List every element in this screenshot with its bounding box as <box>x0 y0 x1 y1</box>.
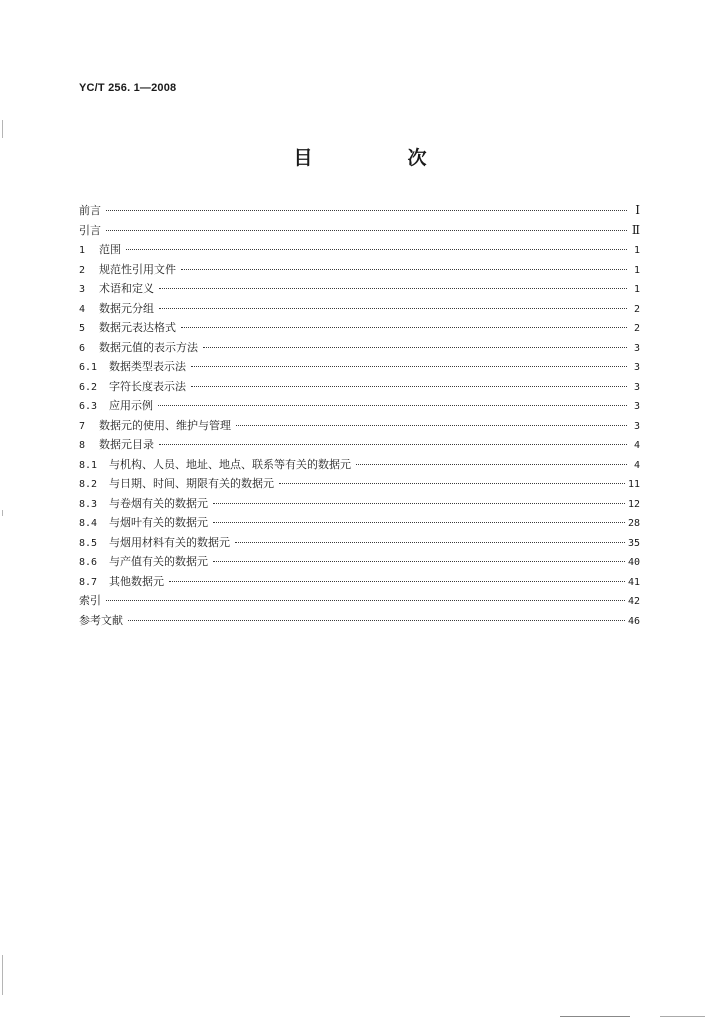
toc-entry-label: 数据元值的表示方法 <box>99 340 198 354</box>
toc-entry[interactable] <box>79 318 640 338</box>
toc-entry-page: 3 <box>633 381 640 393</box>
toc-entry-page: 1 <box>633 284 640 295</box>
toc-entry-page: 11 <box>627 479 640 490</box>
toc-entry[interactable] <box>79 260 640 280</box>
toc-leader-dots <box>191 386 627 387</box>
toc-entry-number: 6.1 <box>79 362 98 373</box>
toc-leader-dots <box>203 347 627 348</box>
toc-entry-page: 4 <box>633 440 640 451</box>
toc-leader-dots <box>106 600 625 601</box>
toc-leader-dots <box>236 425 627 426</box>
toc-entry-label: 引言 <box>79 223 101 237</box>
toc-entry-page: 1 <box>633 245 640 256</box>
toc-entry-page: 2 <box>633 323 640 334</box>
toc-leader-dots <box>213 503 625 504</box>
scan-mark <box>2 955 3 995</box>
toc-entry-page: 12 <box>627 498 640 510</box>
toc-entry-label: 字符长度表示法 <box>109 379 186 393</box>
toc-entry[interactable] <box>79 396 640 416</box>
toc-entry[interactable] <box>79 552 640 572</box>
toc-entry-label: 与烟叶有关的数据元 <box>109 516 208 529</box>
toc-entry-label: 数据元目录 <box>99 438 154 451</box>
toc-entry-page: 3 <box>633 362 640 373</box>
toc-entry[interactable] <box>79 572 640 592</box>
toc-entry-number: 7 <box>79 420 86 432</box>
toc-entry[interactable] <box>79 533 640 553</box>
toc-entry-page: 46 <box>627 615 640 627</box>
toc-entry-label: 与卷烟有关的数据元 <box>109 496 208 510</box>
toc-entry-number: 8.2 <box>79 479 98 490</box>
toc-entry-page: 2 <box>633 303 640 315</box>
toc-leader-dots <box>356 464 627 465</box>
toc-leader-dots <box>279 483 625 484</box>
toc-entry-number: 6.2 <box>79 381 98 393</box>
toc-entry-label: 规范性引用文件 <box>99 262 176 276</box>
toc-entry-number: 2 <box>79 264 86 276</box>
toc-leader-dots <box>213 561 625 562</box>
toc-leader-dots <box>159 308 627 309</box>
toc-entry[interactable] <box>79 435 640 455</box>
scan-mark <box>2 120 3 138</box>
scan-edge-line <box>660 1016 705 1017</box>
toc-entry-label: 数据元的使用、维护与管理 <box>99 418 231 432</box>
toc-entry[interactable] <box>79 474 640 494</box>
toc-entry[interactable] <box>79 455 640 475</box>
toc-entry[interactable] <box>79 279 640 299</box>
toc-entry[interactable] <box>79 357 640 377</box>
toc-entry-label: 与日期、时间、期限有关的数据元 <box>109 477 274 490</box>
toc-entry-label: 术语和定义 <box>99 282 154 295</box>
toc-entry-page: 3 <box>633 401 640 412</box>
toc-leader-dots <box>181 269 627 270</box>
toc-entry-page: 1 <box>633 264 640 276</box>
toc-entry-label: 数据类型表示法 <box>109 360 186 373</box>
toc-entry[interactable] <box>79 611 640 631</box>
toc-entry[interactable] <box>79 221 640 241</box>
toc-entry-number: 8.3 <box>79 498 98 510</box>
toc-entry-page: 41 <box>627 576 640 588</box>
toc-leader-dots <box>128 620 625 621</box>
toc-leader-dots <box>191 366 627 367</box>
toc-leader-dots <box>159 444 627 445</box>
toc-entry-label: 与产值有关的数据元 <box>109 555 208 568</box>
toc-entry-number: 5 <box>79 323 86 334</box>
toc-entry-label: 数据元表达格式 <box>99 321 176 334</box>
toc-entry[interactable] <box>79 513 640 533</box>
toc-entry-label: 与烟用材料有关的数据元 <box>109 535 230 549</box>
toc-leader-dots <box>235 542 625 543</box>
toc-entry-number: 6.3 <box>79 401 98 412</box>
toc-entry-page: 4 <box>633 459 640 471</box>
toc-entry-page: Ⅱ <box>631 222 640 237</box>
toc-entry[interactable] <box>79 240 640 260</box>
toc-entry-page: 35 <box>627 537 640 549</box>
toc-entry-label: 应用示例 <box>109 399 153 412</box>
toc-leader-dots <box>213 522 625 523</box>
toc-entry-number: 8.1 <box>79 459 98 471</box>
toc-leader-dots <box>106 210 627 211</box>
toc-entry[interactable] <box>79 338 640 358</box>
scan-edge-line <box>560 1016 630 1017</box>
toc-entry-label: 范围 <box>99 243 121 256</box>
toc-leader-dots <box>181 327 627 328</box>
toc-entry-number: 1 <box>79 245 86 256</box>
toc-entry-label: 索引 <box>79 594 101 607</box>
scan-mark <box>2 510 3 516</box>
toc-entry-page: 40 <box>627 557 640 568</box>
standard-code: YC/T 256. 1—2008 <box>79 82 177 94</box>
toc-entry-number: 8.6 <box>79 557 98 568</box>
toc-entry[interactable] <box>79 299 640 319</box>
toc-entry[interactable] <box>79 591 640 611</box>
toc-entry-label: 与机构、人员、地址、地点、联系等有关的数据元 <box>109 457 351 471</box>
toc-entry-label: 数据元分组 <box>99 301 154 315</box>
toc-entry-number: 3 <box>79 284 86 295</box>
toc-leader-dots <box>126 249 627 250</box>
toc-entry-number: 8.4 <box>79 518 98 529</box>
toc-entry[interactable] <box>79 201 640 221</box>
toc-entry-number: 6 <box>79 342 86 354</box>
table-of-contents <box>79 201 640 630</box>
page-title: 目 次 <box>293 147 465 169</box>
toc-entry-label: 参考文献 <box>79 613 123 627</box>
toc-entry-page: Ⅰ <box>635 203 640 217</box>
toc-entry-number: 8.7 <box>79 576 98 588</box>
toc-entry-page: 42 <box>627 596 640 607</box>
toc-entry-label: 前言 <box>79 204 101 217</box>
toc-entry[interactable] <box>79 377 640 397</box>
toc-entry[interactable] <box>79 494 640 514</box>
toc-leader-dots <box>158 405 627 406</box>
toc-entry-label: 其他数据元 <box>109 574 164 588</box>
toc-entry-number: 8 <box>79 440 86 451</box>
toc-entry-number: 4 <box>79 303 86 315</box>
toc-entry-page: 3 <box>633 342 640 354</box>
toc-leader-dots <box>159 288 627 289</box>
toc-entry-number: 8.5 <box>79 537 98 549</box>
toc-leader-dots <box>106 230 627 231</box>
toc-entry-page: 3 <box>633 420 640 432</box>
toc-leader-dots <box>169 581 625 582</box>
toc-entry-page: 28 <box>627 518 640 529</box>
toc-entry[interactable] <box>79 416 640 436</box>
